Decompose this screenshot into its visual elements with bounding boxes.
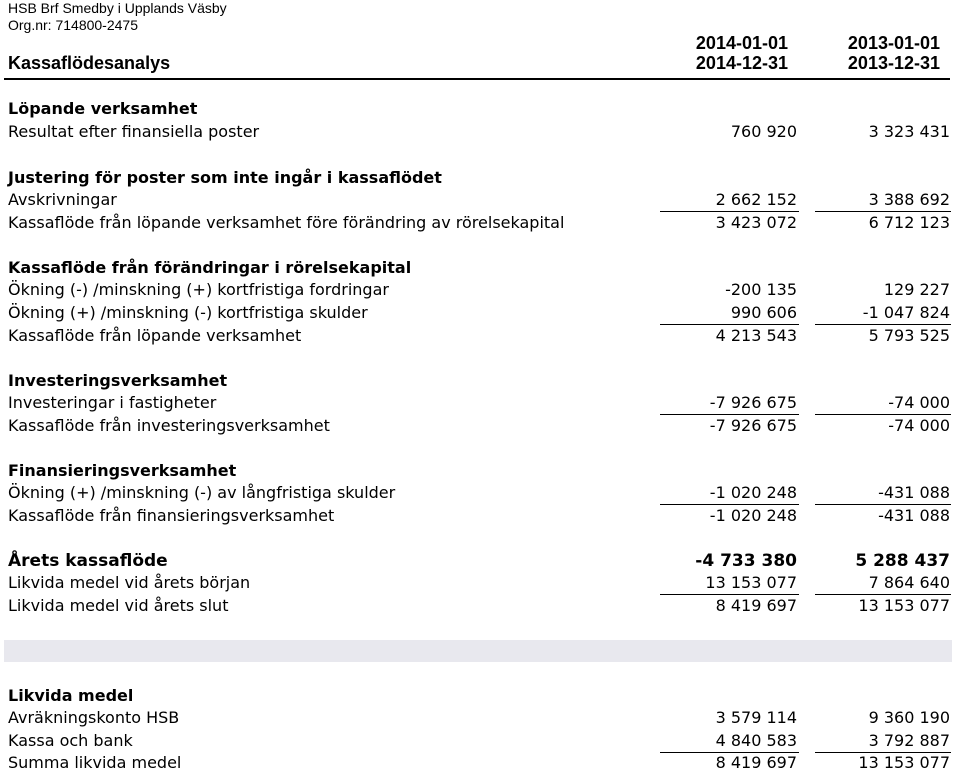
value-2013: 7 864 640 [868, 573, 950, 592]
value-2013: 129 227 [883, 280, 950, 299]
row-label: Finansieringsverksamhet [8, 461, 237, 480]
section-heading-operating [0, 98, 960, 120]
col1-from: 2014-01-01 [695, 33, 788, 53]
row-label: Avskrivningar [8, 190, 117, 209]
table-row [0, 550, 960, 572]
value-2014: -7 926 675 [709, 393, 797, 412]
row-label: Kassaflöde från förändringar i rörelsekapital [8, 258, 412, 277]
table-row [0, 189, 960, 211]
row-label: Likvida medel vid årets början [8, 573, 251, 592]
value-2014: 990 606 [730, 303, 797, 322]
row-label: Avräkningskonto HSB [8, 708, 180, 727]
value-2014: -7 926 675 [709, 416, 797, 435]
table-row [0, 707, 960, 729]
table-row [0, 595, 960, 617]
value-2013: -431 088 [878, 483, 950, 502]
value-2014: 4 840 583 [715, 731, 797, 750]
row-label: Kassaflöde från investeringsverksamhet [8, 416, 330, 435]
value-2013: 3 323 431 [868, 122, 950, 141]
row-label: Likvida medel vid årets slut [8, 596, 229, 615]
value-2013: -74 000 [888, 393, 950, 412]
col1-to: 2014-12-31 [695, 53, 788, 73]
org-name: HSB Brf Smedby i Upplands Väsby [8, 0, 227, 16]
table-row [0, 121, 960, 143]
value-2013: 6 712 123 [868, 213, 950, 232]
value-2014: 760 920 [730, 122, 797, 141]
row-label: Ökning (+) /minskning (-) av långfristiga skulder [8, 483, 396, 502]
table-row [0, 212, 960, 234]
table-row [0, 572, 960, 594]
section-heading-investing [0, 370, 960, 392]
page-title: Kassaflödesanalys [8, 53, 171, 73]
row-label: Löpande verksamhet [8, 99, 198, 118]
value-2014: -1 020 248 [709, 506, 797, 525]
value-2014: 2 662 152 [715, 190, 797, 209]
col2-from: 2013-01-01 [847, 33, 940, 53]
row-label: Justering för poster som inte ingår i kassaflödet [8, 168, 442, 187]
table-row [0, 302, 960, 324]
value-2014: 13 153 077 [705, 573, 797, 592]
value-2014: -200 135 [725, 280, 797, 299]
value-2013: -431 088 [878, 506, 950, 525]
row-label: Investeringar i fastigheter [8, 393, 217, 412]
section-heading-adjustments [0, 167, 960, 189]
value-2014: 3 423 072 [715, 213, 797, 232]
table-row [0, 730, 960, 752]
value-2013: 5 288 437 [855, 551, 950, 571]
value-2014: 3 579 114 [715, 708, 797, 727]
row-label: Investeringsverksamhet [8, 371, 228, 390]
row-label: Ökning (+) /minskning (-) kortfristiga skulder [8, 303, 368, 322]
org-number: Org.nr: 714800-2475 [8, 17, 138, 33]
col2-to: 2013-12-31 [847, 53, 940, 73]
value-2014: -1 020 248 [709, 483, 797, 502]
value-2014: 4 213 543 [715, 326, 797, 345]
row-label: Årets kassaflöde [8, 551, 168, 571]
table-row [0, 325, 960, 347]
row-label: Ökning (-) /minskning (+) kortfristiga fordringar [8, 280, 389, 299]
value-2013: 3 388 692 [868, 190, 950, 209]
table-row [0, 392, 960, 414]
row-label: Likvida medel [8, 686, 134, 705]
table-row [0, 752, 960, 774]
section-heading-cash [0, 685, 960, 707]
value-2013: -74 000 [888, 416, 950, 435]
value-2014: 8 419 697 [715, 753, 797, 772]
value-2013: 3 792 887 [868, 731, 950, 750]
value-2013: 13 153 077 [858, 596, 950, 615]
section-heading-working-capital [0, 257, 960, 279]
table-row [0, 415, 960, 437]
row-label: Kassaflöde från finansieringsverksamhet [8, 506, 335, 525]
table-row [0, 279, 960, 301]
value-2014: -4 733 380 [695, 551, 797, 571]
header-underline [4, 78, 950, 80]
value-2013: -1 047 824 [862, 303, 950, 322]
row-label: Kassaflöde från löpande verksamhet [8, 326, 302, 345]
row-label: Summa likvida medel [8, 753, 182, 772]
row-label: Resultat efter finansiella poster [8, 122, 260, 141]
table-row [0, 505, 960, 527]
row-label: Kassaflöde från löpande verksamhet före förändring av rörelsekapital [8, 213, 565, 232]
section-heading-financing [0, 460, 960, 482]
value-2013: 13 153 077 [858, 753, 950, 772]
row-label: Kassa och bank [8, 731, 133, 750]
separator-band [4, 640, 952, 662]
table-row [0, 482, 960, 504]
value-2013: 9 360 190 [868, 708, 950, 727]
value-2013: 5 793 525 [868, 326, 950, 345]
value-2014: 8 419 697 [715, 596, 797, 615]
